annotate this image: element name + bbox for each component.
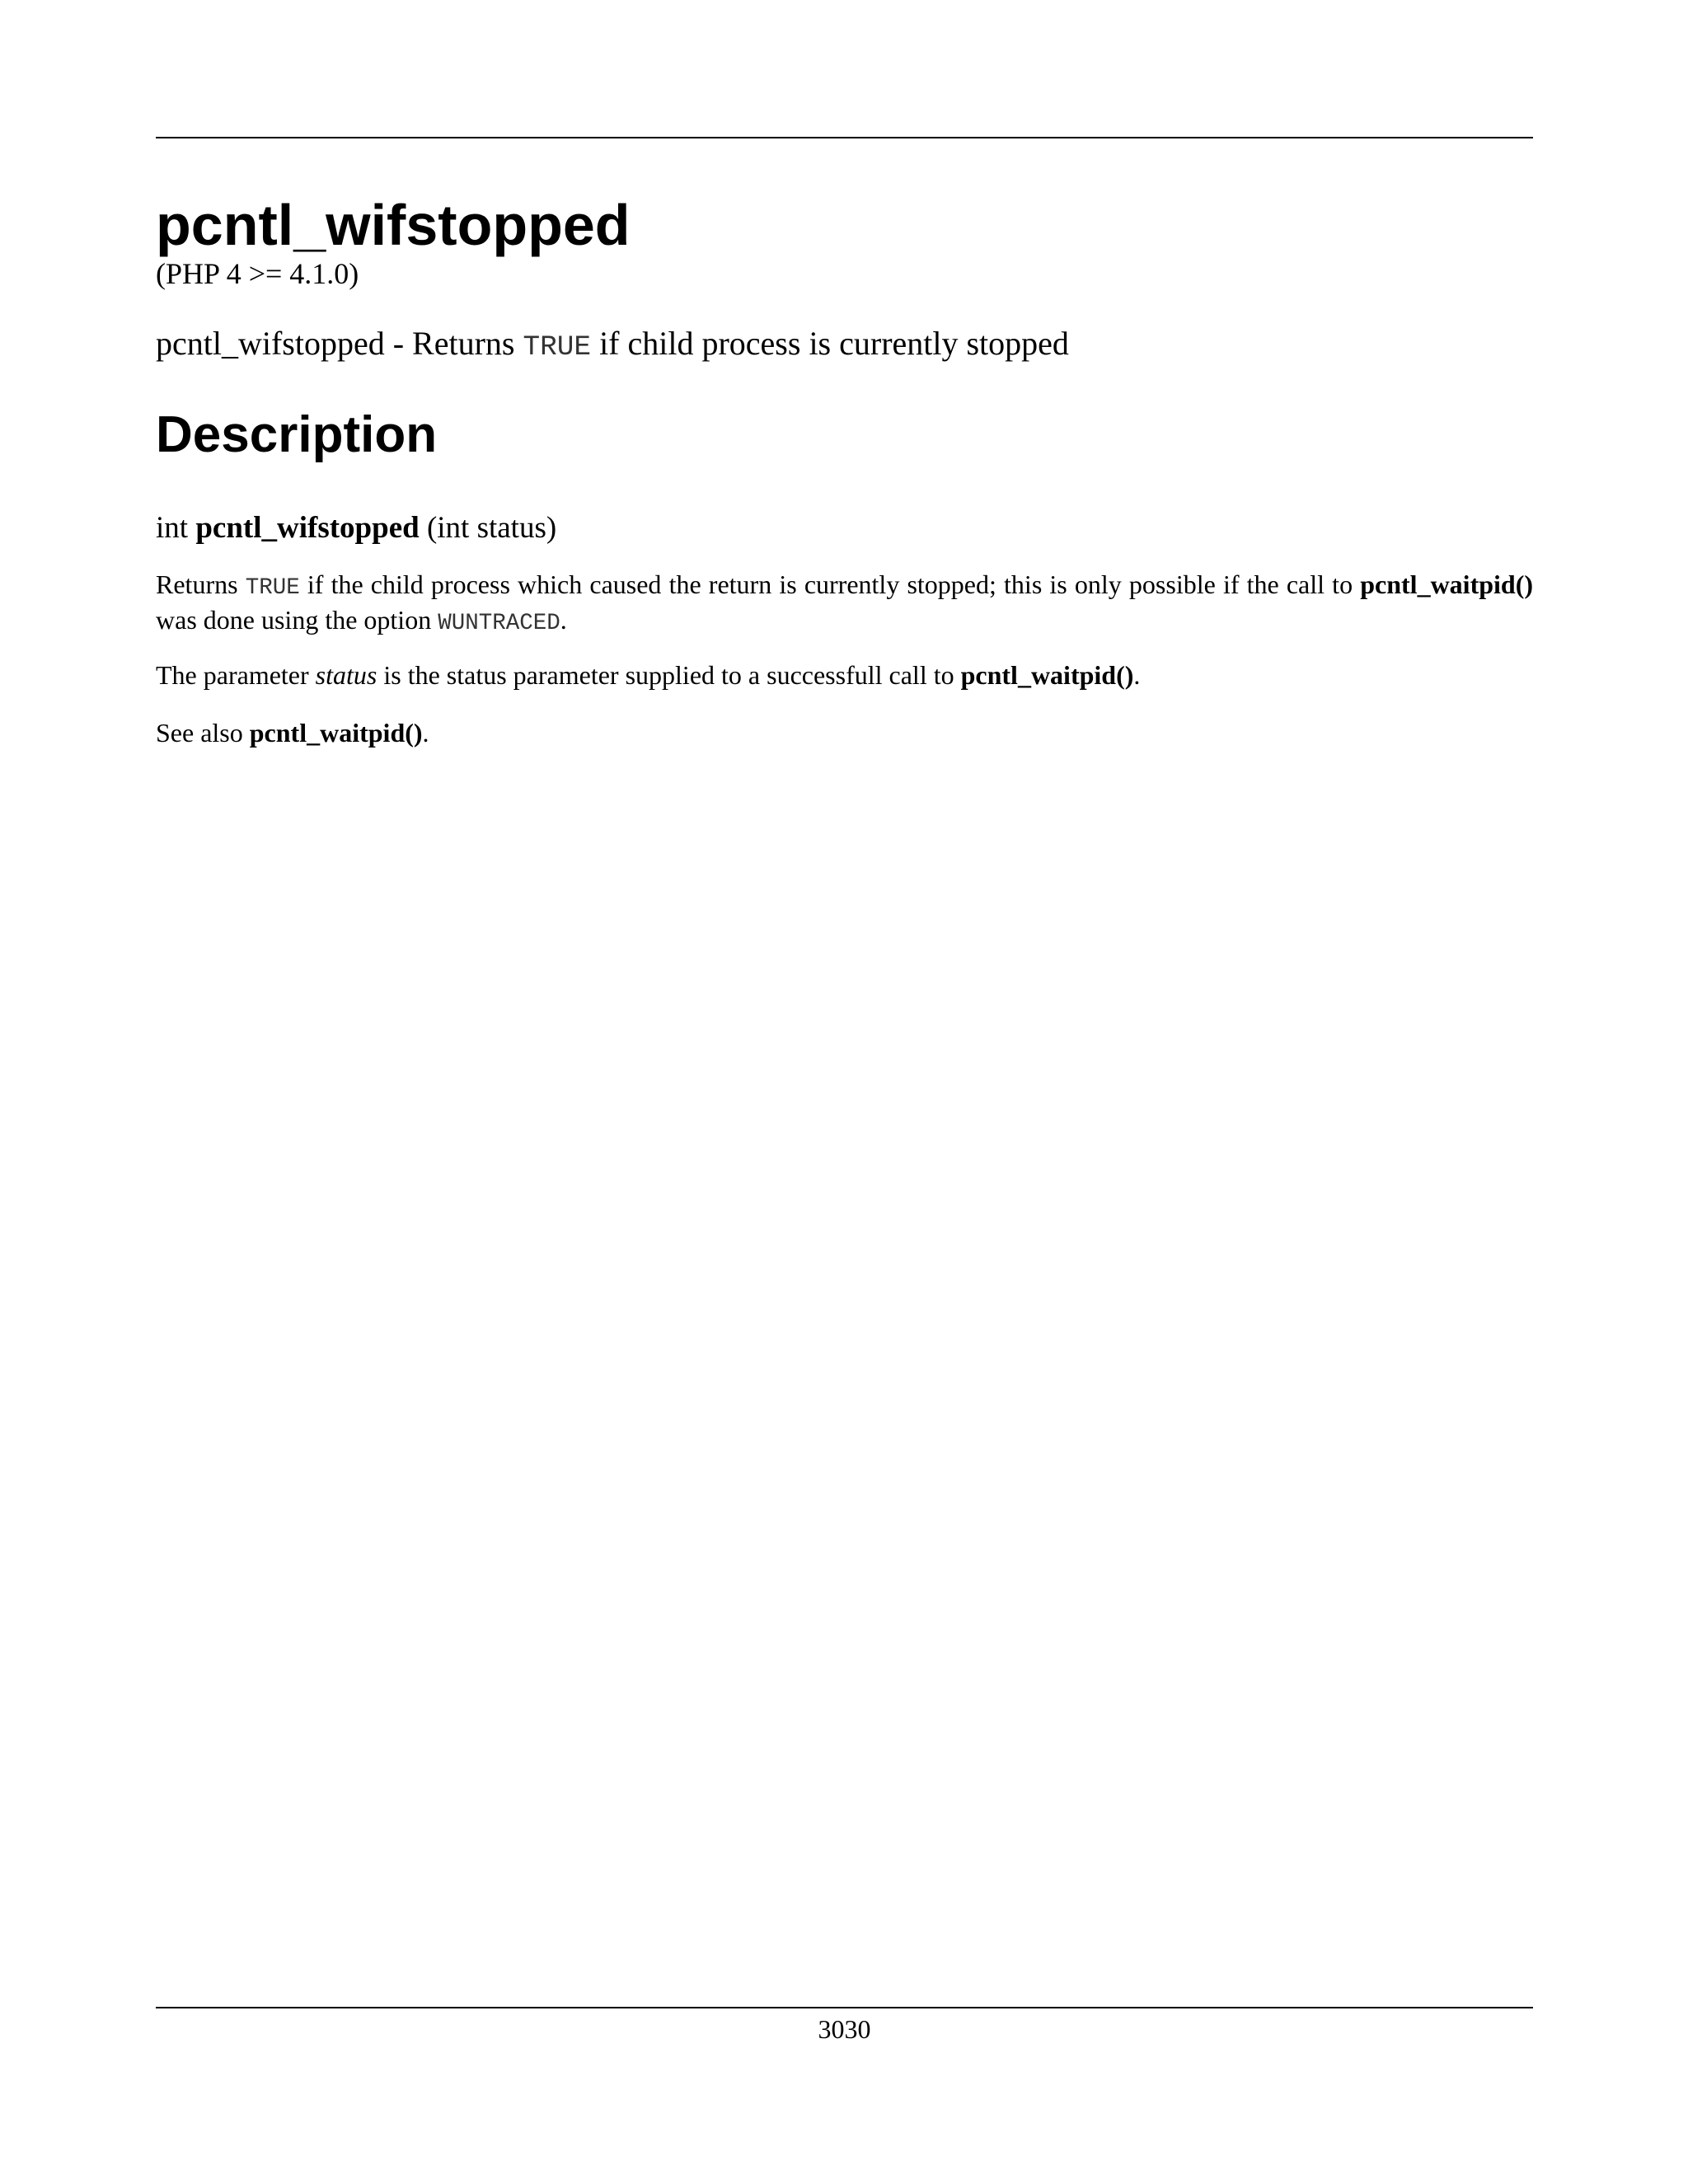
- paragraph-returns: [156, 569, 1533, 640]
- text: if the child process which caused the return is currently stopped; this is only possible if the call to: [299, 569, 1361, 599]
- function-synopsis: [156, 509, 1533, 547]
- text: The parameter: [156, 660, 316, 690]
- parameter-status: status: [315, 660, 377, 690]
- paragraph-see-also: [156, 717, 1533, 748]
- page-title: pcntl_wifstopped: [156, 193, 631, 257]
- page-number: 3030: [818, 2014, 871, 2044]
- text: .: [1133, 660, 1141, 690]
- header-rule: [156, 137, 1533, 138]
- function-link-waitpid[interactable]: pcntl_waitpid(): [960, 660, 1134, 690]
- constant-true: TRUE: [523, 331, 592, 363]
- section-heading-description: Description: [156, 406, 438, 463]
- return-type: int: [156, 511, 189, 545]
- text: .: [422, 718, 429, 748]
- ref-purpose: [156, 323, 1533, 368]
- text: is the status parameter supplied to a successfull call to: [377, 660, 961, 690]
- version-info: (PHP 4 >= 4.1.0): [156, 257, 359, 290]
- function-params: (int status): [426, 511, 557, 545]
- ref-purpose-name: pcntl_wifstopped: [156, 325, 385, 362]
- constant-true: TRUE: [245, 575, 300, 601]
- text: See also: [156, 718, 250, 748]
- function-link-waitpid[interactable]: pcntl_waitpid(): [1360, 569, 1534, 599]
- ref-purpose-rest: if child process is currently stopped: [591, 325, 1069, 362]
- text: Returns: [156, 569, 246, 599]
- ref-purpose-dash: - Returns: [384, 325, 523, 362]
- text: was done using the option: [156, 605, 438, 635]
- paragraph-status: [156, 659, 1533, 691]
- function-name: pcntl_wifstopped: [195, 511, 420, 545]
- text: .: [560, 605, 567, 635]
- function-link-waitpid[interactable]: pcntl_waitpid(): [249, 718, 423, 748]
- constant-wuntraced: WUNTRACED: [438, 611, 560, 636]
